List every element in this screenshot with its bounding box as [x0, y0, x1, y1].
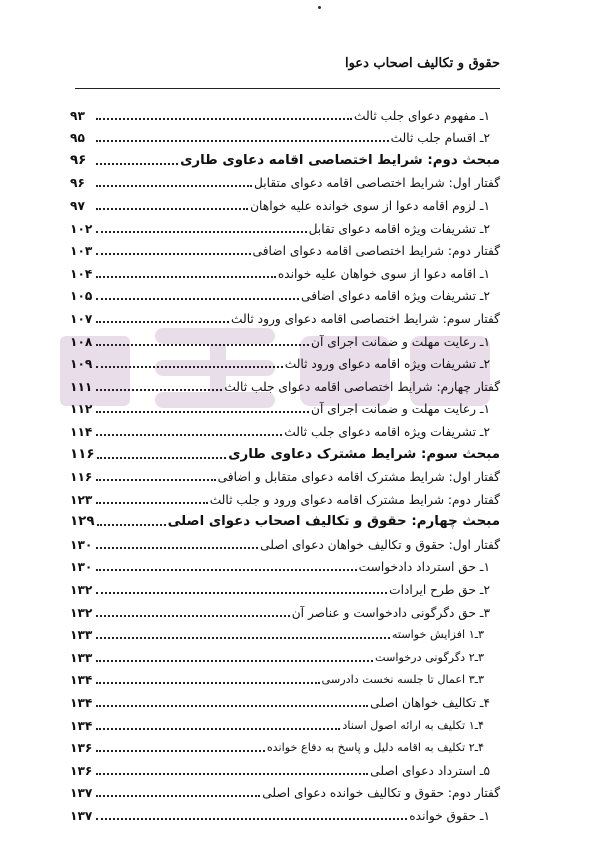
toc-entry — [70, 303, 500, 326]
toc-entry — [70, 755, 500, 778]
dot-leader — [96, 637, 390, 639]
toc-entry-page: ۱۰۲ — [70, 221, 93, 236]
dot-leader — [96, 479, 216, 481]
dot-leader — [96, 366, 283, 368]
toc-entry-page: ۱۱۶ — [70, 470, 93, 485]
toc-entry-page: ۱۳۷ — [70, 809, 93, 823]
toc-entry — [70, 416, 500, 439]
toc-entry — [70, 349, 500, 372]
toc-entry — [70, 778, 500, 801]
toc-entry-title: ۳ـ۲ دگرگونی درخواست — [375, 650, 484, 664]
toc-entry — [70, 687, 500, 710]
toc-entry — [70, 123, 500, 146]
dot-leader — [96, 298, 299, 300]
toc-entry — [70, 213, 500, 236]
toc-entry — [70, 394, 500, 417]
toc-entry-page: ۱۲۳ — [70, 492, 93, 507]
toc-entry — [70, 190, 500, 213]
dot-leader — [96, 163, 178, 165]
toc-entry — [70, 168, 500, 191]
toc-entry-title: گفتار اول: شرایط اختصاصی اقامه دعوای متقابل — [253, 176, 500, 191]
toc-entry — [70, 371, 500, 394]
dot-leader — [96, 118, 352, 120]
toc-entry-title: ۱ـ رعایت مهلت و ضمانت اجرای آن — [311, 334, 490, 349]
toc-entry-page: ۱۰۷ — [70, 311, 93, 326]
dot-leader — [96, 705, 368, 707]
toc-entry — [70, 597, 500, 620]
toc-entry-title: ۲ـ حق طرح ایرادات — [389, 583, 490, 598]
toc-entry-title: گفتار چهارم: شرایط اختصاصی اقامه دعوای جلب ثالث — [224, 379, 500, 394]
toc-entry — [70, 710, 500, 733]
toc-entry-title: ۱ـ مفهوم دعوای جلب ثالث — [353, 108, 490, 123]
toc-entry-page: ۱۱۱ — [70, 379, 93, 394]
dot-leader — [96, 140, 389, 142]
toc-entry — [70, 733, 500, 756]
toc-entry-page: ۹۶ — [70, 176, 85, 191]
toc-entry — [70, 258, 500, 281]
toc-entry-title: ۱ـ اقامه دعوا از سوی خواهان علیه خوانده — [277, 266, 490, 281]
dot-leader — [96, 818, 407, 820]
dot-leader — [96, 208, 248, 210]
toc-entry-page: ۱۳۲ — [70, 605, 93, 620]
toc-entry-title: ۳ـ۳ اعمال تا جلسه نخست دادرسی — [321, 673, 484, 687]
dot-leader — [96, 547, 258, 549]
toc-entry — [70, 236, 500, 259]
toc-entry-title: ۲ـ تشریفات ویژه اقامه دعوای ورود ثالث — [284, 357, 490, 372]
toc-entry — [70, 281, 500, 304]
toc-entry-title: مبحث دوم: شرایط اختصاصی اقامه دعاوی طاری — [180, 152, 500, 168]
toc-entry-page: ۱۱۲ — [70, 402, 93, 417]
dot-leader — [96, 569, 357, 571]
toc-entry-title: گفتار دوم: حقوق و تکالیف خوانده دعوای اصلی — [262, 786, 500, 801]
dot-leader — [96, 389, 222, 391]
dot-leader — [96, 253, 251, 255]
toc-entry-title: گفتار سوم: شرایط اختصاصی اقامه دعوای ورود ثالث — [231, 311, 500, 326]
toc-entry-title: ۲ـ اقسام جلب ثالث — [390, 131, 490, 146]
toc-entry-title: ۲ـ تشریفات ویژه اقامه دعوای اضافی — [301, 289, 490, 304]
dot-leader — [96, 615, 290, 617]
toc-entry-title: گفتار دوم: شرایط مشترک اقامه دعوای ورود و جلب ثالث — [209, 492, 500, 507]
page-mark — [318, 6, 321, 9]
toc-entry-page: ۱۳۲ — [70, 583, 93, 598]
toc-entry — [70, 326, 500, 349]
dot-leader — [97, 457, 227, 459]
toc-entry-page: ۹۶ — [70, 152, 87, 168]
toc-entry — [70, 439, 500, 462]
toc-entry-title: ۲ـ تشریفات ویژه اقامه دعوای جلب ثالث — [284, 424, 490, 439]
header-rule — [75, 88, 500, 89]
toc-entry-page: ۱۳۰ — [70, 537, 93, 552]
toc-entry-page: ۱۰۸ — [70, 334, 93, 349]
toc-entry-title: ۵ـ استرداد دعوای اصلی — [370, 763, 490, 778]
toc-entry-title: ۴ـ تکالیف خواهان اصلی — [370, 696, 490, 711]
toc-entry-title: ۱ـ حقوق خوانده — [409, 809, 490, 823]
dot-leader — [96, 750, 265, 752]
toc-entry-page: ۱۳۴ — [70, 673, 93, 688]
dot-leader — [96, 682, 320, 684]
toc-entry-page: ۱۲۹ — [70, 514, 95, 530]
toc-entry-page: ۱۳۶ — [70, 763, 93, 778]
toc-entry-page: ۱۱۶ — [70, 446, 95, 462]
toc-entry-title: گفتار اول: شرایط مشترک اقامه دعوای متقابل و اضافی — [217, 470, 500, 485]
toc-entry — [70, 642, 500, 665]
dot-leader — [97, 524, 166, 526]
dot-leader — [96, 276, 276, 278]
dot-leader — [96, 344, 309, 346]
toc-entry-title: ۱ـ حق استرداد دادخواست — [358, 560, 490, 575]
toc-entry-page: ۱۳۶ — [70, 741, 93, 756]
toc-entry-title: ۴ـ۲ تکلیف به اقامه دلیل و پاسخ به دفاع خوانده — [266, 741, 484, 755]
toc-entry-title: ۳ـ حق دگرگونی دادخواست و عناصر آن — [291, 605, 490, 620]
toc-entry-title: ۱ـ رعایت مهلت و ضمانت اجرای آن — [311, 402, 490, 417]
toc-entry-title: ۴ـ۱ تکلیف به ارائه اصول اسناد — [342, 718, 484, 732]
toc-entry-page: ۱۳۰ — [70, 560, 93, 575]
toc-entry-page: ۱۱۴ — [70, 424, 93, 439]
dot-leader — [96, 795, 260, 797]
toc-entry — [70, 529, 500, 552]
toc-entry-page: ۱۳۴ — [70, 718, 93, 733]
toc-entry — [70, 145, 500, 168]
running-header: حقوق و تکالیف اصحاب دعوا — [344, 56, 500, 71]
dot-leader — [96, 321, 229, 323]
toc-entry-page: ۱۰۹ — [70, 357, 93, 372]
toc-entry-title: مبحث سوم: شرایط مشترک دعاوی طاری — [228, 446, 500, 462]
toc-entry — [70, 552, 500, 575]
toc-entry-page: ۹۷ — [70, 198, 85, 213]
toc-entry — [70, 484, 500, 507]
dot-leader — [96, 660, 373, 662]
toc-entry — [70, 507, 500, 530]
dot-leader — [96, 411, 309, 413]
dot-leader — [96, 773, 368, 775]
dot-leader — [96, 231, 307, 233]
toc-entry-page: ۱۰۵ — [70, 289, 93, 304]
toc-entry-page: ۱۳۷ — [70, 786, 93, 801]
toc-entry-title: ۳ـ۱ افزایش خواسته — [391, 628, 484, 642]
toc-entry — [70, 620, 500, 643]
toc-entry-page: ۱۳۳ — [70, 650, 93, 665]
toc-entry-title: ۱ـ لزوم اقامه دعوا از سوی خوانده علیه خواهان — [250, 198, 490, 213]
dot-leader — [96, 592, 387, 594]
toc-entry — [70, 665, 500, 688]
toc-entry-page: ۹۵ — [70, 131, 85, 146]
toc-entry — [70, 100, 500, 123]
dot-leader — [96, 502, 208, 504]
toc-entry-page: ۱۳۴ — [70, 696, 93, 711]
toc-entry-page: ۹۳ — [70, 108, 85, 123]
table-of-contents — [70, 100, 500, 823]
toc-entry-title: گفتار اول: حقوق و تکالیف خواهان دعوای اصلی — [260, 537, 500, 552]
toc-entry — [70, 462, 500, 485]
toc-entry-page: ۱۰۴ — [70, 266, 93, 281]
toc-entry-page: ۱۳۳ — [70, 628, 93, 643]
toc-entry-title: گفتار دوم: شرایط اختصاصی اقامه دعوای اضافی — [252, 244, 500, 259]
toc-entry-page: ۱۰۳ — [70, 244, 93, 259]
toc-entry-title: مبحث چهارم: حقوق و تکالیف اصحاب دعوای اصلی — [167, 514, 500, 530]
toc-entry-title: ۲ـ تشریفات ویژه اقامه دعوای تقابل — [308, 221, 490, 236]
dot-leader — [96, 728, 340, 730]
toc-entry — [70, 574, 500, 597]
dot-leader — [96, 434, 282, 436]
dot-leader — [96, 185, 252, 187]
toc-entry — [70, 800, 500, 823]
